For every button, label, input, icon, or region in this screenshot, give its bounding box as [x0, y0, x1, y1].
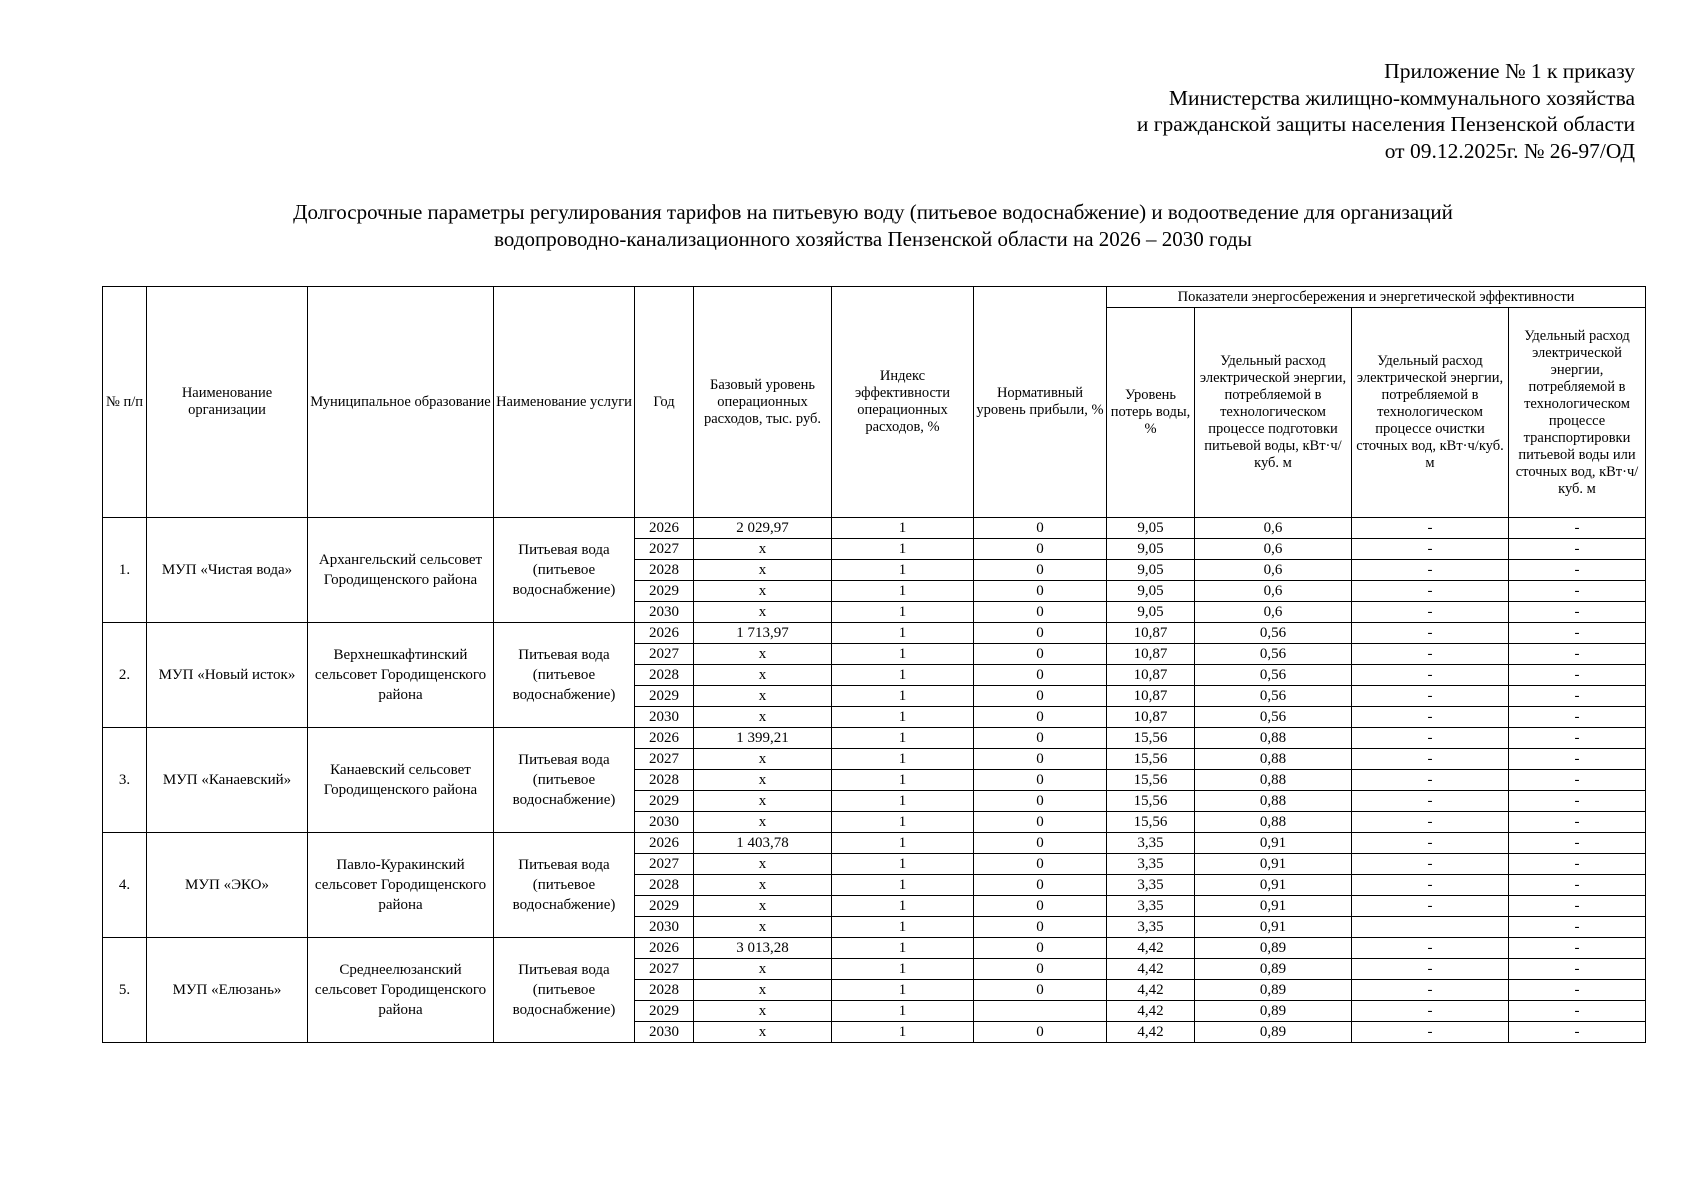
cell-e-transp: - — [1509, 896, 1646, 917]
cell-loss: 15,56 — [1107, 812, 1195, 833]
cell-year: 2030 — [635, 602, 694, 623]
cell-index: 1 — [832, 938, 974, 959]
cell-loss: 10,87 — [1107, 623, 1195, 644]
cell-year: 2027 — [635, 854, 694, 875]
cell-index: 1 — [832, 1022, 974, 1043]
cell-year: 2029 — [635, 896, 694, 917]
cell-base: х — [694, 917, 832, 938]
cell-base: х — [694, 1001, 832, 1022]
cell-e-transp: - — [1509, 1022, 1646, 1043]
col-header-service: Наименование услуги — [494, 287, 635, 518]
col-header-loss: Уровень потерь воды, % — [1107, 308, 1195, 518]
cell-loss: 9,05 — [1107, 518, 1195, 539]
service-name: Питьевая вода (питьевое водоснабжение) — [494, 518, 635, 623]
cell-e-transp: - — [1509, 539, 1646, 560]
cell-profit — [974, 1001, 1107, 1022]
tariff-table — [102, 286, 1646, 1043]
cell-year: 2028 — [635, 770, 694, 791]
cell-loss: 4,42 — [1107, 959, 1195, 980]
cell-e-prep: 0,89 — [1195, 959, 1352, 980]
cell-loss: 15,56 — [1107, 770, 1195, 791]
cell-e-clean: - — [1352, 560, 1509, 581]
cell-e-clean: - — [1352, 896, 1509, 917]
cell-index: 1 — [832, 917, 974, 938]
cell-e-clean: - — [1352, 665, 1509, 686]
cell-e-clean: - — [1352, 770, 1509, 791]
cell-index: 1 — [832, 602, 974, 623]
municipality: Архангельский сельсовет Городищенского района — [308, 518, 494, 623]
cell-e-prep: 0,56 — [1195, 707, 1352, 728]
table-body — [103, 518, 1646, 1043]
cell-e-prep: 0,6 — [1195, 560, 1352, 581]
cell-loss: 9,05 — [1107, 560, 1195, 581]
cell-profit: 0 — [974, 686, 1107, 707]
cell-year: 2026 — [635, 938, 694, 959]
cell-loss: 4,42 — [1107, 938, 1195, 959]
cell-loss: 9,05 — [1107, 602, 1195, 623]
cell-e-transp: - — [1509, 707, 1646, 728]
table-row — [103, 938, 1646, 959]
cell-base: х — [694, 644, 832, 665]
cell-e-transp: - — [1509, 749, 1646, 770]
cell-e-prep: 0,89 — [1195, 1022, 1352, 1043]
cell-year: 2027 — [635, 539, 694, 560]
cell-year: 2027 — [635, 749, 694, 770]
cell-e-prep: 0,88 — [1195, 812, 1352, 833]
cell-e-clean: - — [1352, 854, 1509, 875]
appendix-line-3: и гражданской защиты населения Пензенской области — [1136, 112, 1635, 136]
cell-e-clean: - — [1352, 623, 1509, 644]
cell-e-transp: - — [1509, 938, 1646, 959]
municipality: Павло-Куракинский сельсовет Городищенского района — [308, 833, 494, 938]
cell-e-clean: - — [1352, 749, 1509, 770]
cell-loss: 3,35 — [1107, 833, 1195, 854]
cell-year: 2029 — [635, 791, 694, 812]
cell-index: 1 — [832, 770, 974, 791]
table-row — [103, 833, 1646, 854]
cell-e-clean: - — [1352, 938, 1509, 959]
cell-profit: 0 — [974, 896, 1107, 917]
cell-year: 2028 — [635, 560, 694, 581]
col-header-base: Базовый уровень операционных расходов, тыс. руб. — [694, 287, 832, 518]
cell-e-clean: - — [1352, 686, 1509, 707]
cell-loss: 10,87 — [1107, 665, 1195, 686]
cell-index: 1 — [832, 896, 974, 917]
cell-e-transp: - — [1509, 560, 1646, 581]
cell-year: 2030 — [635, 917, 694, 938]
service-name: Питьевая вода (питьевое водоснабжение) — [494, 728, 635, 833]
cell-loss: 10,87 — [1107, 686, 1195, 707]
col-header-year: Год — [635, 287, 694, 518]
service-name: Питьевая вода (питьевое водоснабжение) — [494, 938, 635, 1043]
cell-e-clean: - — [1352, 707, 1509, 728]
cell-profit: 0 — [974, 980, 1107, 1001]
cell-e-prep: 0,88 — [1195, 728, 1352, 749]
cell-loss: 4,42 — [1107, 1001, 1195, 1022]
cell-year: 2028 — [635, 980, 694, 1001]
cell-profit: 0 — [974, 938, 1107, 959]
cell-e-transp: - — [1509, 602, 1646, 623]
cell-base: х — [694, 665, 832, 686]
cell-base: х — [694, 896, 832, 917]
cell-year: 2029 — [635, 581, 694, 602]
cell-base: х — [694, 602, 832, 623]
service-name: Питьевая вода (питьевое водоснабжение) — [494, 833, 635, 938]
cell-base: х — [694, 581, 832, 602]
cell-profit: 0 — [974, 959, 1107, 980]
cell-profit: 0 — [974, 623, 1107, 644]
cell-year: 2029 — [635, 1001, 694, 1022]
cell-e-clean: - — [1352, 644, 1509, 665]
org-name: МУП «Чистая вода» — [147, 518, 308, 623]
cell-profit: 0 — [974, 833, 1107, 854]
cell-e-transp: - — [1509, 959, 1646, 980]
cell-e-clean: - — [1352, 602, 1509, 623]
cell-e-clean: - — [1352, 728, 1509, 749]
cell-base: х — [694, 812, 832, 833]
cell-index: 1 — [832, 665, 974, 686]
cell-profit: 0 — [974, 917, 1107, 938]
cell-profit: 0 — [974, 875, 1107, 896]
cell-e-prep: 0,91 — [1195, 833, 1352, 854]
cell-loss: 9,05 — [1107, 539, 1195, 560]
cell-e-transp: - — [1509, 833, 1646, 854]
appendix-line-4: от 09.12.2025г. № 26-97/ОД — [1384, 138, 1635, 163]
cell-e-transp: - — [1509, 917, 1646, 938]
cell-index: 1 — [832, 1001, 974, 1022]
cell-profit: 0 — [974, 1022, 1107, 1043]
cell-profit: 0 — [974, 644, 1107, 665]
cell-base: х — [694, 980, 832, 1001]
cell-index: 1 — [832, 959, 974, 980]
cell-e-prep: 0,56 — [1195, 644, 1352, 665]
cell-e-transp: - — [1509, 770, 1646, 791]
cell-e-prep: 0,89 — [1195, 1001, 1352, 1022]
org-name: МУП «Канаевский» — [147, 728, 308, 833]
cell-loss: 15,56 — [1107, 728, 1195, 749]
cell-index: 1 — [832, 833, 974, 854]
org-number: 3. — [103, 728, 147, 833]
cell-e-prep: 0,91 — [1195, 854, 1352, 875]
cell-index: 1 — [832, 707, 974, 728]
cell-e-clean — [1352, 917, 1509, 938]
municipality: Канаевский сельсовет Городищенского района — [308, 728, 494, 833]
cell-base: х — [694, 875, 832, 896]
cell-profit: 0 — [974, 749, 1107, 770]
org-name: МУП «Елюзань» — [147, 938, 308, 1043]
cell-base: х — [694, 749, 832, 770]
cell-e-prep: 0,6 — [1195, 539, 1352, 560]
cell-loss: 10,87 — [1107, 707, 1195, 728]
cell-loss: 15,56 — [1107, 749, 1195, 770]
cell-loss: 4,42 — [1107, 980, 1195, 1001]
col-header-energy-group: Показатели энергосбережения и энергетической эффективности — [1107, 287, 1646, 308]
cell-e-prep: 0,56 — [1195, 623, 1352, 644]
appendix-line-1: Приложение № 1 к приказу — [1384, 59, 1635, 83]
cell-e-transp: - — [1509, 875, 1646, 896]
cell-year: 2029 — [635, 686, 694, 707]
appendix-header — [1137, 58, 1635, 164]
cell-base: х — [694, 539, 832, 560]
col-header-e-transp: Удельный расход электрической энергии, потребляемой в технологическом процессе транспортировки питьевой воды или сточных вод, кВт·ч/куб. м — [1509, 308, 1646, 518]
cell-base: х — [694, 791, 832, 812]
cell-base: х — [694, 707, 832, 728]
table-row — [103, 623, 1646, 644]
cell-e-clean: - — [1352, 791, 1509, 812]
cell-index: 1 — [832, 875, 974, 896]
cell-base: х — [694, 770, 832, 791]
cell-profit: 0 — [974, 581, 1107, 602]
cell-e-clean: - — [1352, 812, 1509, 833]
appendix-line-2: Министерства жилищно-коммунального хозяйства — [1168, 85, 1635, 110]
col-header-e-clean: Удельный расход электрической энергии, потребляемой в технологическом процессе очистки сточных вод, кВт·ч/куб. м — [1352, 308, 1509, 518]
cell-year: 2030 — [635, 1022, 694, 1043]
cell-base: 1 403,78 — [694, 833, 832, 854]
col-header-e-prep: Удельный расход электрической энергии, потребляемой в технологическом процессе подготовки питьевой воды, кВт·ч/куб. м — [1195, 308, 1352, 518]
cell-year: 2030 — [635, 707, 694, 728]
cell-base: х — [694, 1022, 832, 1043]
cell-e-prep: 0,91 — [1195, 875, 1352, 896]
col-header-mun: Муниципальное образование — [308, 287, 494, 518]
cell-loss: 4,42 — [1107, 1022, 1195, 1043]
cell-e-clean: - — [1352, 833, 1509, 854]
cell-loss: 3,35 — [1107, 917, 1195, 938]
cell-year: 2027 — [635, 959, 694, 980]
table-row — [103, 518, 1646, 539]
cell-year: 2028 — [635, 875, 694, 896]
title-line-1: Долгосрочные параметры регулирования тарифов на питьевую воду (питьевое водоснабжение) и водоотведение для организаций — [293, 200, 1453, 224]
cell-e-prep: 0,89 — [1195, 980, 1352, 1001]
cell-loss: 3,35 — [1107, 875, 1195, 896]
cell-e-transp: - — [1509, 791, 1646, 812]
cell-loss: 15,56 — [1107, 791, 1195, 812]
cell-year: 2026 — [635, 623, 694, 644]
cell-year: 2028 — [635, 665, 694, 686]
col-header-profit: Нормативный уровень прибыли, % — [974, 287, 1107, 518]
org-name: МУП «ЭКО» — [147, 833, 308, 938]
cell-base: х — [694, 686, 832, 707]
cell-index: 1 — [832, 686, 974, 707]
cell-e-transp: - — [1509, 1001, 1646, 1022]
cell-e-transp: - — [1509, 644, 1646, 665]
cell-e-prep: 0,88 — [1195, 791, 1352, 812]
cell-e-clean: - — [1352, 875, 1509, 896]
cell-index: 1 — [832, 644, 974, 665]
org-number: 5. — [103, 938, 147, 1043]
cell-index: 1 — [832, 623, 974, 644]
cell-index: 1 — [832, 728, 974, 749]
cell-e-prep: 0,88 — [1195, 749, 1352, 770]
cell-e-transp: - — [1509, 581, 1646, 602]
cell-index: 1 — [832, 581, 974, 602]
cell-e-transp: - — [1509, 686, 1646, 707]
cell-profit: 0 — [974, 770, 1107, 791]
cell-base: 3 013,28 — [694, 938, 832, 959]
cell-e-transp: - — [1509, 812, 1646, 833]
table-row — [103, 728, 1646, 749]
cell-e-clean: - — [1352, 518, 1509, 539]
cell-e-prep: 0,89 — [1195, 938, 1352, 959]
col-header-org: Наименование организации — [147, 287, 308, 518]
cell-e-prep: 0,91 — [1195, 896, 1352, 917]
cell-base: 1 713,97 — [694, 623, 832, 644]
cell-profit: 0 — [974, 812, 1107, 833]
cell-base: 2 029,97 — [694, 518, 832, 539]
org-number: 2. — [103, 623, 147, 728]
cell-e-prep: 0,88 — [1195, 770, 1352, 791]
col-header-index: Индекс эффективности операционных расходов, % — [832, 287, 974, 518]
cell-e-transp: - — [1509, 854, 1646, 875]
cell-index: 1 — [832, 854, 974, 875]
cell-profit: 0 — [974, 518, 1107, 539]
org-number: 1. — [103, 518, 147, 623]
municipality: Среднеелюзанский сельсовет Городищенского района — [308, 938, 494, 1043]
org-number: 4. — [103, 833, 147, 938]
cell-profit: 0 — [974, 665, 1107, 686]
cell-e-prep: 0,6 — [1195, 518, 1352, 539]
cell-index: 1 — [832, 791, 974, 812]
cell-year: 2026 — [635, 833, 694, 854]
cell-base: х — [694, 854, 832, 875]
cell-year: 2026 — [635, 518, 694, 539]
cell-e-clean: - — [1352, 1022, 1509, 1043]
col-header-num: № п/п — [103, 287, 147, 518]
cell-loss: 9,05 — [1107, 581, 1195, 602]
cell-e-prep: 0,56 — [1195, 686, 1352, 707]
cell-loss: 3,35 — [1107, 854, 1195, 875]
cell-e-clean: - — [1352, 1001, 1509, 1022]
cell-e-transp: - — [1509, 665, 1646, 686]
cell-e-clean: - — [1352, 980, 1509, 1001]
cell-profit: 0 — [974, 602, 1107, 623]
cell-profit: 0 — [974, 707, 1107, 728]
cell-e-clean: - — [1352, 959, 1509, 980]
cell-index: 1 — [832, 560, 974, 581]
service-name: Питьевая вода (питьевое водоснабжение) — [494, 623, 635, 728]
title-line-2: водопроводно-канализационного хозяйства Пензенской области на 2026 – 2030 годы — [494, 227, 1252, 251]
cell-index: 1 — [832, 749, 974, 770]
cell-profit: 0 — [974, 728, 1107, 749]
cell-e-prep: 0,6 — [1195, 581, 1352, 602]
cell-loss: 3,35 — [1107, 896, 1195, 917]
org-name: МУП «Новый исток» — [147, 623, 308, 728]
cell-index: 1 — [832, 518, 974, 539]
cell-index: 1 — [832, 812, 974, 833]
cell-e-prep: 0,6 — [1195, 602, 1352, 623]
cell-e-clean: - — [1352, 581, 1509, 602]
cell-e-transp: - — [1509, 623, 1646, 644]
cell-e-transp: - — [1509, 980, 1646, 1001]
cell-e-clean: - — [1352, 539, 1509, 560]
cell-base: х — [694, 560, 832, 581]
cell-index: 1 — [832, 539, 974, 560]
cell-loss: 10,87 — [1107, 644, 1195, 665]
municipality: Верхнешкафтинский сельсовет Городищенского района — [308, 623, 494, 728]
cell-base: 1 399,21 — [694, 728, 832, 749]
cell-year: 2027 — [635, 644, 694, 665]
cell-profit: 0 — [974, 560, 1107, 581]
cell-e-prep: 0,91 — [1195, 917, 1352, 938]
cell-e-prep: 0,56 — [1195, 665, 1352, 686]
cell-base: х — [694, 959, 832, 980]
cell-year: 2026 — [635, 728, 694, 749]
cell-profit: 0 — [974, 791, 1107, 812]
cell-profit: 0 — [974, 539, 1107, 560]
cell-index: 1 — [832, 980, 974, 1001]
document-title — [102, 199, 1644, 253]
cell-e-transp: - — [1509, 518, 1646, 539]
cell-year: 2030 — [635, 812, 694, 833]
cell-profit: 0 — [974, 854, 1107, 875]
cell-e-transp: - — [1509, 728, 1646, 749]
